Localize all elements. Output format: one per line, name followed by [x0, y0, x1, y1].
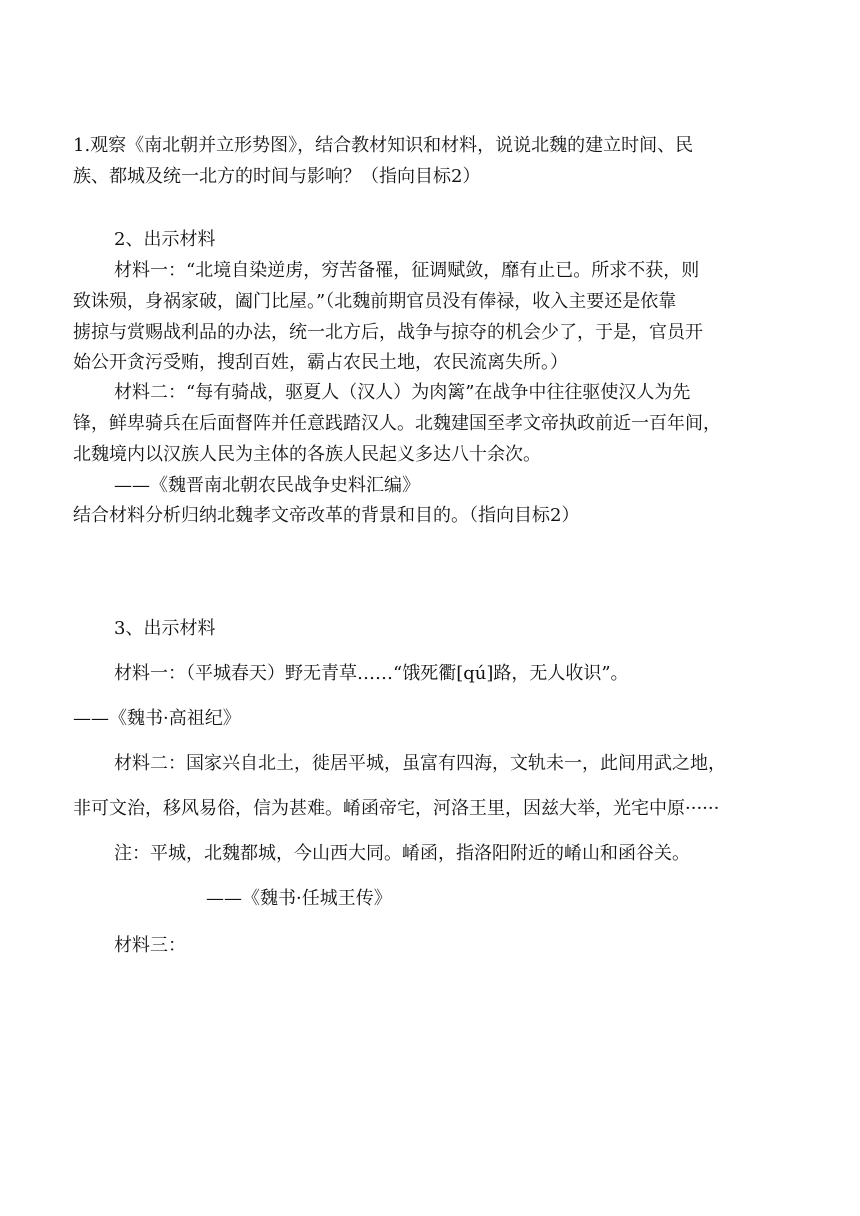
question3-heading: 3、出示材料 [114, 618, 216, 639]
question3-material2-line1: 材料二：国家兴自北土，徙居平城，虽富有四海，文轨未一，此间用武之地， [114, 753, 726, 774]
question1-line1: 1.观察《南北朝并立形势图》，结合教材知识和材料，说说北魏的建立时间、民 [73, 135, 694, 156]
question1-line2: 族、都城及统一北方的时间与影响？（指向目标2） [73, 166, 481, 187]
question2-material1-line3: 掳掠与赏赐战利品的办法，统一北方后，战争与掠夺的机会少了，于是，官员开 [73, 322, 703, 343]
question2-material1-line2: 致诛殒，身祸家破，阖门比屋。”（北魏前期官员没有俸禄，收入主要还是依靠 [73, 291, 677, 312]
question2-source: ——《魏晋南北朝农民战争史料汇编》 [114, 475, 420, 496]
question3-source2: ——《魏书·任城王传》 [206, 888, 392, 909]
question2-material2-line2: 锋，鲜卑骑兵在后面督阵并任意践踏汉人。北魏建国至孝文帝执政前近一百年间， [73, 413, 721, 434]
question2-material2-line1: 材料二：“每有骑战，驱夏人（汉人）为肉篱”在战争中往往驱使汉人为先 [114, 382, 691, 403]
question2-heading: 2、出示材料 [114, 229, 216, 250]
question2-task: 结合材料分析归纳北魏孝文帝改革的背景和目的。（指向目标2） [73, 505, 580, 526]
question3-material3-label: 材料三： [114, 935, 186, 956]
question3-material1: 材料一：（平城春天）野无青草……“饿死衢[qú]路，无人收识”。 [114, 663, 629, 684]
question2-material1-line1: 材料一：“北境自染逆虏，穷苦备罹，征调赋敛，靡有止已。所求不获，则 [114, 260, 700, 281]
question2-material2-line3: 北魏境内以汉族人民为主体的各族人民起义多达八十余次。 [73, 444, 541, 465]
question3-source1: ——《魏书·高祖纪》 [73, 708, 241, 729]
question3-note: 注：平城，北魏都城，今山西大同。崤函，指洛阳附近的崤山和函谷关。 [114, 843, 690, 864]
question3-material2-line2: 非可文治，移风易俗，信为甚难。崤函帝宅，河洛王里，因兹大举，光宅中原······ [73, 798, 720, 819]
question2-material1-line4: 始公开贪污受贿，搜刮百姓，霸占农民土地，农民流离失所。） [73, 352, 568, 373]
